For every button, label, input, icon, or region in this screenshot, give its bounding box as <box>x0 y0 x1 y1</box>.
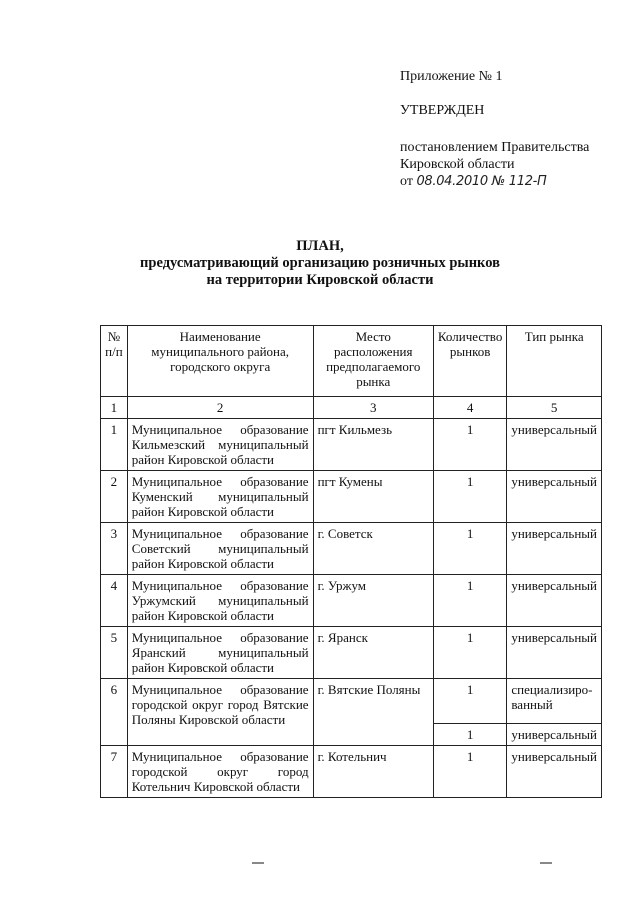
approval-line-2: Кировской области <box>400 157 515 172</box>
row-name: Муниципальное образование Советский муниципальный район Кировской области <box>127 523 313 575</box>
row-name: Муниципальное образование Куменский муниципальный район Кировской области <box>127 471 313 523</box>
approval-block <box>400 68 630 190</box>
header-type: Тип рынка <box>507 326 602 397</box>
row-num: 1 <box>101 419 128 471</box>
column-numbers-row <box>101 397 602 419</box>
row-place: г. Котельнич <box>313 746 433 798</box>
row-type: специализиро-ванный <box>507 679 602 724</box>
row-count: 1 <box>433 471 506 523</box>
row-count: 1 <box>433 679 506 724</box>
scan-marks <box>0 862 640 872</box>
row-place: г. Вятские Поляны <box>313 679 433 746</box>
row-num: 2 <box>101 471 128 523</box>
col-number: 1 <box>101 397 128 419</box>
approved-label: УТВЕРЖДЕН <box>400 103 485 118</box>
row-place: г. Советск <box>313 523 433 575</box>
col-number: 4 <box>433 397 506 419</box>
col-number: 2 <box>127 397 313 419</box>
table-header-row <box>101 326 602 397</box>
table-row <box>101 523 602 575</box>
row-count: 1 <box>433 419 506 471</box>
title-line-2: предусматривающий организацию розничных рынков <box>140 255 500 271</box>
scan-mark <box>252 862 264 864</box>
title-line-3: на территории Кировской области <box>206 272 434 288</box>
title-line-1: ПЛАН, <box>296 238 344 254</box>
from-prefix: от <box>400 174 413 189</box>
row-place: г. Уржум <box>313 575 433 627</box>
document-title <box>0 238 640 289</box>
approval-line-1: постановлением Правительства <box>400 140 590 155</box>
row-type: универсальный <box>507 471 602 523</box>
header-name: Наименование муниципального района, городского округа <box>127 326 313 397</box>
header-place: Место расположения предполагаемого рынка <box>313 326 433 397</box>
row-name: Муниципальное образование городской округ город Котельнич Кировской области <box>127 746 313 798</box>
header-count: Количество рынков <box>433 326 506 397</box>
row-num: 3 <box>101 523 128 575</box>
row-name: Муниципальное образование Яранский муниципальный район Кировской области <box>127 627 313 679</box>
scan-mark <box>540 862 552 864</box>
table-row <box>101 419 602 471</box>
row-count: 1 <box>433 627 506 679</box>
table-row <box>101 627 602 679</box>
row-type: универсальный <box>507 746 602 798</box>
row-name: Муниципальное образование Кильмезский муниципальный район Кировской области <box>127 419 313 471</box>
table-row <box>101 746 602 798</box>
row-count: 1 <box>433 724 506 746</box>
row-place: пгт Кумены <box>313 471 433 523</box>
markets-plan-table <box>100 325 602 798</box>
header-num: № п/п <box>101 326 128 397</box>
row-num: 6 <box>101 679 128 746</box>
approval-date-line <box>400 173 630 190</box>
row-name: Муниципальное образование Уржумский муниципальный район Кировской области <box>127 575 313 627</box>
col-number: 5 <box>507 397 602 419</box>
row-name: Муниципальное образование городской округ город Вятские Поляны Кировской области <box>127 679 313 746</box>
table-row <box>101 679 602 724</box>
col-number: 3 <box>313 397 433 419</box>
row-count: 1 <box>433 575 506 627</box>
row-num: 4 <box>101 575 128 627</box>
row-place: пгт Кильмезь <box>313 419 433 471</box>
row-type: универсальный <box>507 419 602 471</box>
row-num: 5 <box>101 627 128 679</box>
row-place: г. Яранск <box>313 627 433 679</box>
row-count: 1 <box>433 523 506 575</box>
row-type: универсальный <box>507 627 602 679</box>
handwritten-date-number: 08.04.2010 № 112-П <box>416 174 547 189</box>
table-row <box>101 575 602 627</box>
row-type: универсальный <box>507 724 602 746</box>
row-count: 1 <box>433 746 506 798</box>
row-type: универсальный <box>507 523 602 575</box>
appendix-label: Приложение № 1 <box>400 69 503 84</box>
table-row <box>101 471 602 523</box>
row-num: 7 <box>101 746 128 798</box>
row-type: универсальный <box>507 575 602 627</box>
